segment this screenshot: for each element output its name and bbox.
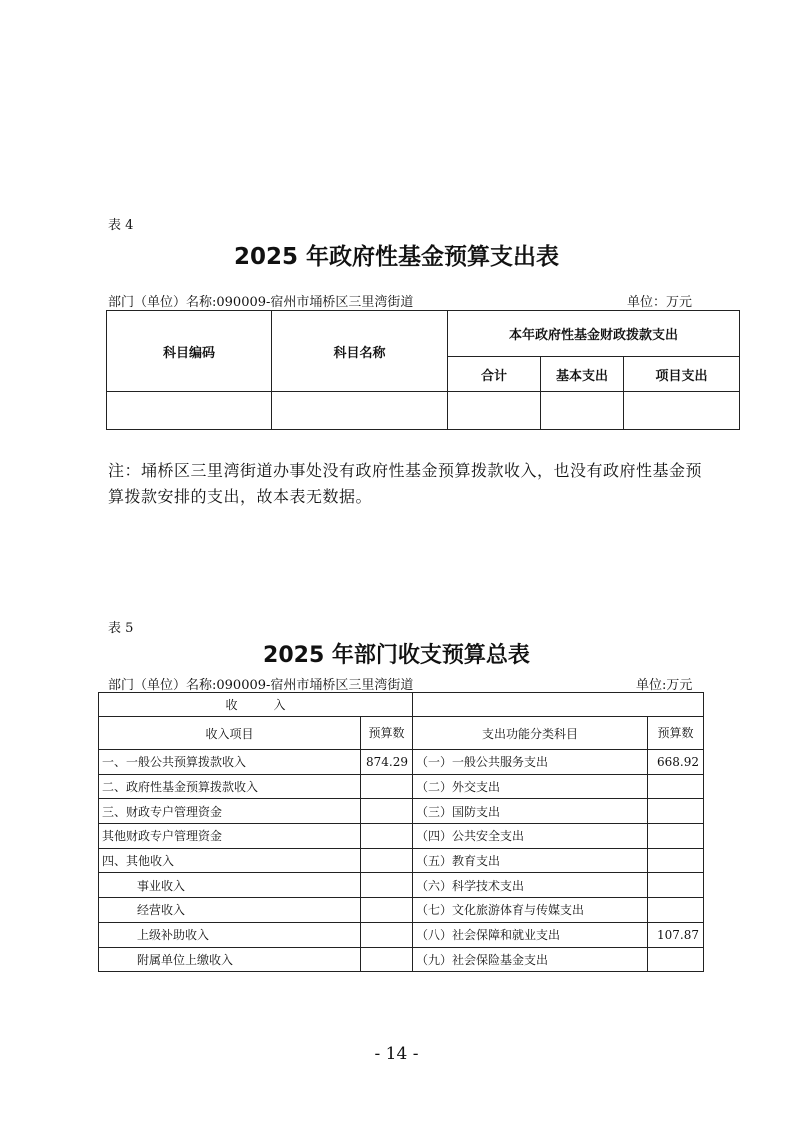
income-item: 其他财政专户管理资金 bbox=[99, 824, 361, 849]
header-budget-right: 预算数 bbox=[648, 717, 704, 750]
table-row bbox=[99, 824, 704, 849]
table4-title: 2025 年政府性基金预算支出表 bbox=[233, 244, 560, 270]
table5-label: 表 5 bbox=[108, 621, 134, 636]
table4-unit: 单位：万元 bbox=[627, 295, 693, 310]
page-number: - 14 - bbox=[374, 1044, 419, 1064]
income-value bbox=[361, 774, 413, 799]
table-row bbox=[99, 774, 704, 799]
income-item: 四、其他收入 bbox=[99, 848, 361, 873]
expense-item: （三）国防支出 bbox=[413, 799, 648, 824]
income-value bbox=[361, 824, 413, 849]
income-value: 874.29 bbox=[361, 750, 413, 775]
empty-cell bbox=[272, 392, 448, 430]
expense-item: （四）公共安全支出 bbox=[413, 824, 648, 849]
table-row bbox=[99, 848, 704, 873]
table4-empty-row bbox=[107, 392, 740, 430]
income-value bbox=[361, 947, 413, 972]
income-item: 二、政府性基金预算拨款收入 bbox=[99, 774, 361, 799]
expense-item: （五）教育支出 bbox=[413, 848, 648, 873]
section-income-header: 收 入 bbox=[99, 693, 413, 717]
header-expense-item: 支出功能分类科目 bbox=[413, 717, 648, 750]
income-item: 附属单位上缴收入 bbox=[99, 947, 361, 972]
expense-item: （八）社会保障和就业支出 bbox=[413, 922, 648, 947]
header-name: 科目名称 bbox=[272, 311, 448, 392]
expense-item: （七）文化旅游体育与传媒支出 bbox=[413, 898, 648, 923]
header-total: 合计 bbox=[448, 357, 541, 392]
expense-value bbox=[648, 947, 704, 972]
section-expense-header bbox=[413, 693, 704, 717]
income-item: 经营收入 bbox=[99, 898, 361, 923]
header-budget-left: 预算数 bbox=[361, 717, 413, 750]
expense-value: 668.92 bbox=[648, 750, 704, 775]
income-value bbox=[361, 848, 413, 873]
header-group: 本年政府性基金财政拨款支出 bbox=[448, 311, 740, 357]
expense-item: （二）外交支出 bbox=[413, 774, 648, 799]
header-income-item: 收入项目 bbox=[99, 717, 361, 750]
expense-value: 107.87 bbox=[648, 922, 704, 947]
income-item: 一、一般公共预算拨款收入 bbox=[99, 750, 361, 775]
expense-value bbox=[648, 824, 704, 849]
empty-cell bbox=[107, 392, 272, 430]
table-row bbox=[99, 799, 704, 824]
table4 bbox=[106, 310, 740, 430]
table5-unit: 单位:万元 bbox=[636, 678, 693, 693]
expense-item: （九）社会保险基金支出 bbox=[413, 947, 648, 972]
income-value bbox=[361, 799, 413, 824]
empty-cell bbox=[448, 392, 541, 430]
expense-item: （六）科学技术支出 bbox=[413, 873, 648, 898]
expense-value bbox=[648, 774, 704, 799]
table-row bbox=[99, 947, 704, 972]
income-value bbox=[361, 922, 413, 947]
expense-value bbox=[648, 898, 704, 923]
expense-value bbox=[648, 848, 704, 873]
empty-cell bbox=[541, 392, 624, 430]
table4-note: 注：埇桥区三里湾街道办事处没有政府性基金预算拨款收入，也没有政府性基金预算拨款安排的支出，故本表无数据。 bbox=[108, 461, 703, 506]
table5 bbox=[98, 692, 704, 972]
table-row bbox=[99, 873, 704, 898]
table4-label: 表 4 bbox=[108, 218, 134, 233]
table5-dept: 部门（单位）名称:090009-宿州市埇桥区三里湾街道 bbox=[108, 678, 414, 693]
income-value bbox=[361, 873, 413, 898]
income-item: 上级补助收入 bbox=[99, 922, 361, 947]
income-value bbox=[361, 898, 413, 923]
table5-title: 2025 年部门收支预算总表 bbox=[263, 643, 530, 668]
empty-cell bbox=[624, 392, 740, 430]
table-row bbox=[99, 750, 704, 775]
table4-dept: 部门（单位）名称:090009-宿州市埇桥区三里湾街道 bbox=[108, 295, 414, 310]
income-item: 事业收入 bbox=[99, 873, 361, 898]
expense-item: （一）一般公共服务支出 bbox=[413, 750, 648, 775]
expense-value bbox=[648, 799, 704, 824]
header-code: 科目编码 bbox=[107, 311, 272, 392]
expense-value bbox=[648, 873, 704, 898]
income-item: 三、财政专户管理资金 bbox=[99, 799, 361, 824]
header-basic: 基本支出 bbox=[541, 357, 624, 392]
table-row bbox=[99, 922, 704, 947]
table-row bbox=[99, 898, 704, 923]
header-project: 项目支出 bbox=[624, 357, 740, 392]
